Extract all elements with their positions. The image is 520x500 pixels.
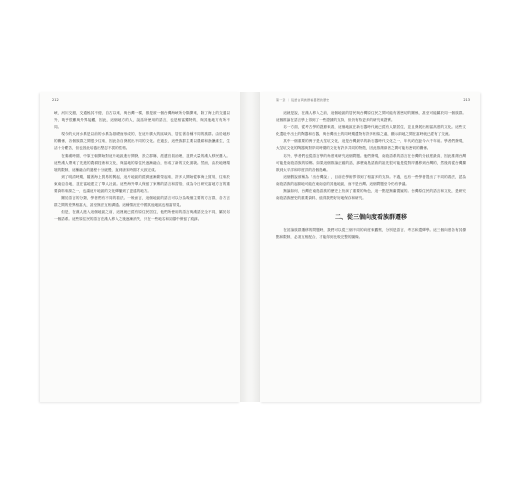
paragraph: 關於語言的分類，學者們有不同的看法。一般而言，這個地區的語言可以分為幾個主要的方言群，各方言群之間的差異相當大，甚至無法互相溝通。這種情況在中國其他地區也相當常見。	[54, 196, 230, 208]
book-spread	[40, 92, 480, 402]
running-header: 第一章 ｜ 從語言與族群看臺灣的歷史	[276, 98, 330, 102]
left-page	[40, 92, 240, 402]
paragraph: 現今的大河水系是以前的水系為基礎而形成的，在這片廣大的區域內，居住著各種不同的族群。由於地形的關係，各個族群之間很少往來，因此各自發展出不同的文化。在過去，這些族群主要以農耕和漁獵維生，生活十分艱苦，但也因此培養出堅忍不拔的性格。	[54, 132, 230, 151]
right-page-body	[276, 110, 466, 241]
paragraph: 無論如何，台灣在南島語族的歷史上扮演了重要的角色，這一點是無庸置疑的。台灣原住民的語言和文化，是研究南島語族歷史的重要資料，值得我們好好地保存和研究。	[276, 189, 466, 201]
paragraph: 這就是說，在漢人移入之前，這個地區的居民與台灣原住民之間可能有著密切的關係，甚至可能屬於同一個族群。這個推論在語言學上得到了一些證據的支持，但仍有待更多的研究來證實。	[276, 111, 466, 123]
paragraph: 在討論族群遷移的問題時，我們可以從三個不同的向度來觀察，分別是語言、考古和遺傳學。這三個向度各有其優點和限制，必須互相配合，才能得到比較完整的圖像。	[276, 228, 466, 240]
left-page-number: 212	[52, 98, 59, 102]
right-page-number: 213	[463, 98, 470, 102]
paragraph: 在秦漢時期，中原王朝開始對這片地區進行開發，設立郡縣，派遣官員治理，並將大量的漢人移民遷入。這些漢人帶來了先進的農耕技術和文化，與當地的原住民逐漸融合，形成了新的文化面貌。然而，由於地理環境的限制，這種融合的過程十分緩慢，直到唐宋時期才大致完成。	[54, 153, 230, 172]
paragraph: 其中一個重要的例子是大坌坑文化，這是台灣最早的新石器時代文化之一，年代約在距今六千年前。學者們發現，大坌坑文化的陶器與對岸同時期的文化有許多共同的特徵，因此推測兩者之間可能有密切的關係。	[276, 139, 466, 151]
left-page-body	[54, 110, 230, 224]
paragraph: 另一方面，從考古學的證據來看，這個地區在新石器時代就已經有人類居住，並且發展出相當高度的文化。這些文化遺址中出土的陶器和石器，與台灣出土的同時期遺物有許多相似之處，顯示兩地之間在當時就已經有了交流。	[276, 125, 466, 137]
paragraph: 到了明清時期，隨著海上貿易的興起，這片地區的經濟逐漸繁榮起來，許多人開始從事海上貿易，往來於東南亞各地，並在當地建立了華人社區。這些海外華人保留了家鄉的語言和習俗，成為今日研究當地方言的重要資料來源之一，也讓這片地區的文化傳播到了更遠的地方。	[54, 174, 230, 194]
paragraph: 這個假說被稱為「出台灣說」，目前在學術界得到了相當多的支持。不過，也有一些學者提出了不同的看法，認為南島語族的起源地可能在東南亞的其他地區，而不是台灣。這個問題至今仍有爭議。	[276, 174, 466, 186]
paragraph: 但是，在漢人進入這個地區之前，這裡就已經有原住民居住，他們所使用的語言與漢語完全不同，屬於另一個語系。這些原住民的語言在漢人移入之後逐漸消失，只在一些地名和詞彙中保留了痕跡。	[54, 210, 230, 222]
paragraph: 峽，河川交錯，交通極其不便，自古以來，與台灣一樣，都是被一個台灣海峽所分隔開來，除了海上的交通以外，幾乎很難與外界接觸，因此，這個地方的人，說話所使用的語言，也是相當獨特的，與其他地方有所不同。	[54, 111, 230, 130]
right-page	[260, 92, 480, 402]
section-title: 二、從三個向度看族群遷移	[334, 214, 407, 222]
paragraph: 另外，學者們也從語言學的角度來研究這個問題。他們發現，南島語系的語言在台灣的分歧度最高，因此推測台灣可能是南島語族的原鄉。如果這個推論正確的話，那麼南島語族的祖先很可能是從對岸遷移到台灣的，然後再從台灣擴散到太平洋和印度洋的各個島嶼。	[276, 153, 466, 172]
book-gutter	[240, 92, 260, 402]
